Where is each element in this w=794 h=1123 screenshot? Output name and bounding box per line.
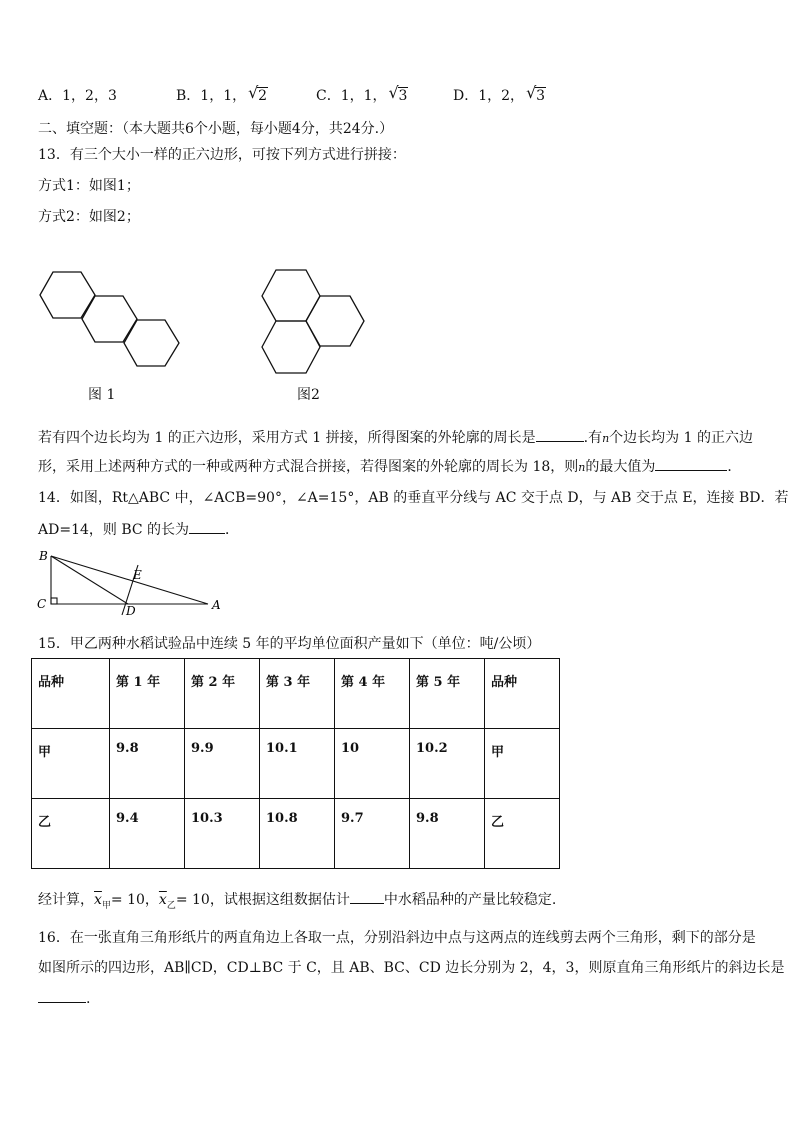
label-c: C [37,597,47,611]
table-header-cell: 第 4 年 [335,659,410,729]
table-cell: 甲 [485,729,560,799]
answer-blank[interactable] [189,519,225,534]
mean-jia-value: = 10， [110,892,159,908]
table-cell: 10.2 [410,729,485,799]
label-b: B [39,549,48,563]
q14-line2-end: ． [225,522,240,538]
option-d-radicand: 3 [536,88,545,104]
table-cell: 10.8 [260,799,335,869]
subscript-jia: 甲 [101,900,111,911]
variable-n: n [602,432,610,445]
q13-line2-text-b: 的最大值为 [585,459,656,475]
q14-line2 [38,519,239,540]
answer-blank[interactable] [38,988,86,1003]
table-cell: 10.1 [260,729,335,799]
variable-n: n [578,461,586,474]
subscript-yi: 乙 [166,900,176,911]
table-header-cell: 品种 [485,659,560,729]
q13-line2-text: 形，采用上述两种方式的一种或两种方式混合拼接，若得图案的外轮廓的周长为 18，则 [38,459,579,475]
option-d-letter: D． [453,88,479,104]
option-c-radicand: 3 [398,88,408,104]
option-a-text: 1，2，3 [62,88,117,104]
figure2-label: 图2 [297,387,320,403]
hexagon [262,321,320,373]
q16-line3-end: . [86,991,91,1007]
label-d: D [126,604,136,616]
table-header-cell: 第 3 年 [260,659,335,729]
figure1-hexagons [36,268,186,380]
answer-blank[interactable] [350,889,384,904]
q13-way2: 方式2：如图2； [38,209,140,225]
q16-line1: 16．在一张直角三角形纸片的两直角边上各取一点，分别沿斜边中点与这两点的连线剪去两个三角形，剩下的部分是 [38,930,756,946]
table-header-cell: 第 5 年 [410,659,485,729]
q15-calc-suffix-a: ，试根据这组数据估计 [209,892,350,908]
option-c-text: 1，1， [340,88,387,104]
q13-line1-text: 若有四个边长均为 1 的正六边形，采用方式 1 拼接，所得图案的外轮廓的周长是 [38,430,536,446]
label-e: E [133,568,142,582]
q13-line1-text-c: 个边长均为 1 的正六边 [609,430,753,446]
option-b [176,83,268,106]
sqrt-symbol: √ 2 [248,83,268,104]
label-a: A [212,598,221,612]
table-cell: 甲 [32,729,110,799]
q15-calc-prefix: 经计算， [38,892,94,908]
q15-calc-suffix-b: 中水稻品种的产量比较稳定. [383,892,557,908]
option-b-text: 1，1， [200,88,247,104]
option-d-text: 1，2， [478,88,525,104]
option-c [316,83,408,106]
answer-blank[interactable] [655,456,727,471]
q13-way1: 方式1：如图1； [38,178,140,194]
q13-line2-end: ． [727,459,742,475]
hexagon [262,270,320,321]
figure2-hexagons [258,266,368,382]
table-cell: 9.8 [110,729,185,799]
q13-intro: 13．有三个大小一样的正六边形，可按下列方式进行拼接： [38,147,406,163]
table-cell: 9.7 [335,799,410,869]
option-c-letter: C． [316,88,341,104]
mean-symbol: $\overline{x}$ [94,892,102,908]
answer-blank[interactable] [536,427,584,442]
q15-intro: 15．甲乙两种水稻试验品中连续 5 年的平均单位面积产量如下（单位：吨/公顷） [38,636,541,652]
mean-yi-value: = 10 [175,892,210,908]
table-cell: 10 [335,729,410,799]
table-cell: 9.9 [185,729,260,799]
yield-table [31,658,560,869]
option-d [453,83,546,106]
table-header-cell: 第 2 年 [185,659,260,729]
table-cell: 乙 [485,799,560,869]
q13-line1 [38,427,753,449]
option-a [38,86,117,106]
table-row [32,799,560,869]
q16-line2: 如图所示的四边形，AB∥CD，CD⊥BC 于 C，且 AB、BC、CD 边长分别为 2，4，3，则原直角三角形纸片的斜边长是 [38,960,785,976]
table-header-cell: 第 1 年 [110,659,185,729]
option-b-radicand: 2 [258,88,268,104]
table-cell: 10.3 [185,799,260,869]
sqrt-symbol: √ 3 [526,83,545,104]
table-cell: 9.8 [410,799,485,869]
table-header-cell: 品种 [32,659,110,729]
table-row [32,729,560,799]
section-heading: 二、填空题：（本大题共6个小题，每小题4分，共24分.） [38,121,394,137]
triangle-figure [36,548,226,616]
q15-calc [38,889,556,916]
q16-line3 [38,988,90,1009]
option-a-letter: A． [38,88,63,104]
q14-line1: 14．如图，Rt△ABC 中，∠ACB=90°，∠A=15°，AB 的垂直平分线与 AC 交于点 D，与 AB 交于点 E，连接 BD．若 [38,490,789,506]
q14-line2-text: AD=14，则 BC 的长为 [38,522,190,538]
table-cell: 9.4 [110,799,185,869]
mean-symbol: $\overline{x}$ [158,892,167,908]
option-b-letter: B． [176,88,201,104]
table-header-row [32,659,560,729]
figure1-label: 图 1 [88,387,116,403]
sqrt-symbol: √ 3 [388,83,408,104]
q13-line1-text-b: .有 [583,430,603,446]
table-cell: 乙 [32,799,110,869]
q13-line2 [38,456,741,478]
